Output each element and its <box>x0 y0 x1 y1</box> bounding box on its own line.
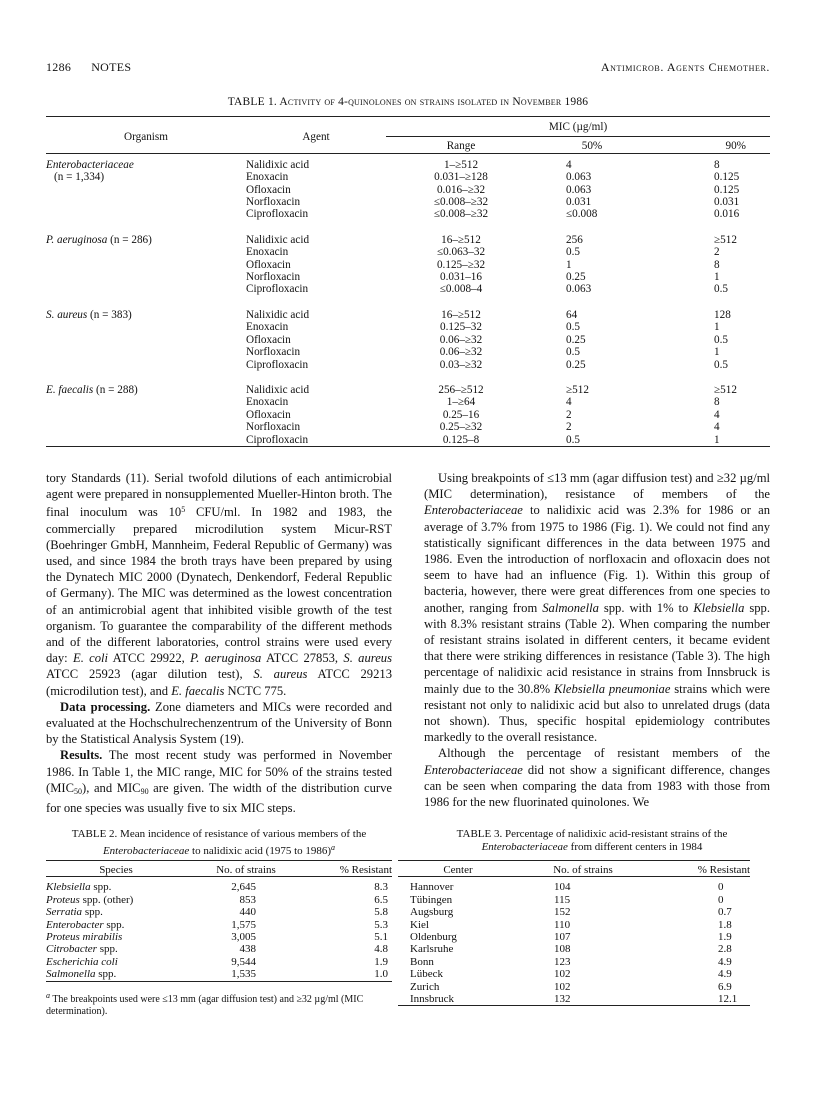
text-run: from different centers in 1984 <box>567 841 703 853</box>
organism-name: S. aureus <box>343 651 392 666</box>
organism-name: Proteus mirabilis <box>46 931 123 944</box>
range-cell: ≤0.008–4 <box>439 283 483 296</box>
resistant-cell: 4.9 <box>718 968 732 981</box>
organism-cell <box>46 196 246 208</box>
agent-cell: Ofloxacin <box>246 258 291 271</box>
agent-cell: Ciprofloxacin <box>246 208 309 221</box>
superscript: 5 <box>181 505 186 515</box>
organism-cell <box>46 396 246 408</box>
t3-header-strains: No. of strains <box>553 864 613 876</box>
text-run: Using breakpoints of ≤13 mm (agar diffusion test) and ≥32 µg/ml (MIC determination), resistance of members of the <box>424 471 770 502</box>
resistant-cell: 2.8 <box>718 943 732 956</box>
center-cell: Kiel <box>410 918 429 931</box>
table-row <box>46 943 392 955</box>
strains-cell: 152 <box>554 906 571 919</box>
mic50-cell: 1 <box>566 258 572 271</box>
table-row <box>398 943 750 955</box>
range-cell: 0.03–≥32 <box>439 358 483 371</box>
resistant-cell: 12.1 <box>718 993 738 1006</box>
paragraph <box>46 747 392 816</box>
organism-count: (n = 288) <box>96 383 138 396</box>
agent-cell: Nalidixic acid <box>246 233 310 246</box>
range-cell: 0.06–≥32 <box>439 333 483 346</box>
strains-cell: 1,535 <box>231 968 256 981</box>
mic90-cell: 128 <box>714 308 731 321</box>
species-cell <box>46 931 186 943</box>
t3-header-resistant: % Resistant <box>697 864 750 876</box>
mic90-cell: 0.016 <box>714 208 740 221</box>
agent-cell: Ciprofloxacin <box>246 358 309 371</box>
t2-header-strains: No. of strains <box>216 864 276 876</box>
table-row <box>46 968 392 981</box>
mic90-cell: 0.031 <box>714 196 740 209</box>
strains-cell: 9,544 <box>231 955 256 968</box>
table-row <box>398 894 750 906</box>
mic90-cell: ≥512 <box>714 383 737 396</box>
agent-cell: Enoxacin <box>246 246 289 259</box>
organism-cell <box>46 259 246 271</box>
mic90-cell: 1 <box>714 271 720 284</box>
range-cell: 0.031–≥128 <box>434 171 488 184</box>
strains-cell: 107 <box>554 931 571 944</box>
organism-name: Enterobacteriaceae <box>46 158 134 171</box>
table-row <box>46 259 770 271</box>
organism-name: Proteus <box>46 893 80 906</box>
center-cell: Innsbruck <box>410 993 454 1006</box>
organism-name: E. faecalis <box>46 383 94 396</box>
organism-cell <box>46 184 246 196</box>
table-row <box>46 421 770 433</box>
species-suffix: spp. <box>95 968 117 981</box>
table-bottom-rule <box>46 446 770 450</box>
table-row <box>46 234 770 246</box>
text-run: NCTC 775. <box>224 683 287 698</box>
t2-header-species: Species <box>99 864 133 876</box>
resistant-cell: 5.8 <box>374 906 388 919</box>
table-row <box>46 309 770 321</box>
organism-count: (n = 1,334) <box>54 171 105 184</box>
table-row <box>46 334 770 346</box>
text-run: to nalidixic acid (1975 to 1986) <box>189 845 332 857</box>
species-suffix: spp. <box>103 918 125 931</box>
footnote-marker: a <box>331 843 336 852</box>
mic50-cell: 4 <box>566 396 572 409</box>
table-row <box>46 906 392 918</box>
mic90-cell: 1 <box>714 321 720 334</box>
table2 <box>46 860 392 984</box>
center-cell: Karlsruhe <box>410 943 454 956</box>
agent-cell: Ofloxacin <box>246 408 291 421</box>
table-row <box>46 894 392 906</box>
table-row <box>398 956 750 968</box>
organism-cell <box>46 421 246 433</box>
text-run: did not show a significant difference, changes can be seen when comparing the data from 1983 with those from 1986 for the new fluorinated quinolones. We <box>424 762 770 810</box>
table-row <box>46 434 770 447</box>
strains-cell: 108 <box>554 943 571 956</box>
center-cell: Augsburg <box>410 906 454 919</box>
agent-cell: Nalidixic acid <box>246 158 310 171</box>
range-cell: 0.125–≥32 <box>436 258 486 271</box>
text-run: are given. The width of the distribution curve for one species was usually five to six MIC steps. <box>46 780 392 816</box>
mic50-cell: 2 <box>566 421 572 434</box>
text-run: strains which were resistant not only to nalidixic acid but also to unrelated drugs (data not shown). Thus, specific hospital epidemiology contributes markedly to the overall resistance. <box>424 681 770 745</box>
mic50-cell: 0.5 <box>566 433 580 446</box>
agent-cell: Ciprofloxacin <box>246 283 309 296</box>
organism-name: Enterobacteriaceae <box>424 503 523 518</box>
table-row <box>46 409 770 421</box>
mic50-cell: 2 <box>566 408 572 421</box>
resistant-cell: 4.9 <box>718 955 732 968</box>
range-cell: 0.125–8 <box>442 433 480 446</box>
species-cell <box>46 906 186 918</box>
organism-cell <box>46 309 246 321</box>
group-spacer <box>46 296 770 309</box>
organism-cell <box>46 359 246 371</box>
left-column <box>46 470 392 816</box>
organism-name: Enterobacteriaceae <box>102 845 190 857</box>
subscript: 90 <box>140 786 149 796</box>
organism-name: P. aeruginosa <box>190 651 262 666</box>
t2-header-resistant: % Resistant <box>339 864 392 876</box>
mic90-cell: 0.125 <box>714 183 740 196</box>
mic50-cell: 0.063 <box>566 183 592 196</box>
center-cell: Zurich <box>410 980 440 993</box>
agent-cell: Norfloxacin <box>246 196 301 209</box>
text-run: to nalidixic acid was 2.3% for 1986 or an average of 3.7% from 1975 to 1986 (Fig. 1). We could not find any statistically significant differences in the data between 1975 and 1986. Even the introduction of norfloxacin and ofloxacin does not seem to have had an influence (Fig. 1). Within this group of bacteria, however, there were great differences from one species to another, ranging from <box>424 503 770 615</box>
mic50-cell: 0.063 <box>566 171 592 184</box>
mic50-cell: 0.25 <box>566 333 586 346</box>
species-cell <box>46 968 186 981</box>
organism-cell <box>46 346 246 358</box>
table-row <box>46 159 770 171</box>
table1 <box>46 116 770 450</box>
paragraph <box>46 470 392 699</box>
paragraph <box>424 745 770 810</box>
footnote-marker: a <box>46 991 50 1000</box>
strains-cell: 123 <box>554 955 571 968</box>
group-spacer <box>46 221 770 234</box>
organism-name: E. faecalis <box>171 683 225 698</box>
table2-footnote <box>46 990 392 1018</box>
table-row <box>398 881 750 893</box>
center-cell: Lübeck <box>410 968 443 981</box>
text-run: Zone diameters and MICs were recorded and evaluated at the Hochschulrechenzentrum of the University of Bonn by the Statistical Analysis System (19). <box>46 699 393 747</box>
group-spacer <box>46 371 770 384</box>
mic50-cell: 4 <box>566 158 572 171</box>
mic90-cell: 8 <box>714 396 720 409</box>
t1-header-organism: Organism <box>124 130 168 143</box>
table-row <box>46 184 770 196</box>
resistant-cell: 6.5 <box>374 893 388 906</box>
paragraph <box>46 699 392 748</box>
center-cell: Hannover <box>410 881 454 894</box>
organism-name: Salmonella <box>46 968 96 981</box>
table-row <box>398 931 750 943</box>
organism-name: S. aureus <box>253 667 308 682</box>
organism-name: Escherichia coli <box>46 955 118 968</box>
text-run: TABLE 2. Mean incidence of resistance of various members of the <box>71 828 367 840</box>
species-suffix: spp. (other) <box>79 893 134 906</box>
text-run: TABLE 3. Percentage of nalidixic acid-resistant strains of the <box>456 828 728 840</box>
resistant-cell: 4.8 <box>374 943 388 956</box>
table-row <box>46 196 770 208</box>
table-row <box>46 956 392 968</box>
table3 <box>398 860 750 1008</box>
table-row <box>46 346 770 358</box>
strains-cell: 132 <box>554 993 571 1006</box>
table-row <box>46 359 770 371</box>
strains-cell: 2,645 <box>231 881 256 894</box>
mic90-cell: 4 <box>714 421 720 434</box>
agent-cell: Norfloxacin <box>246 421 301 434</box>
section-label: NOTES <box>91 60 132 74</box>
organism-cell <box>46 321 246 333</box>
organism-name: Serratia <box>46 906 83 919</box>
organism-name: Klebsiella <box>693 600 745 615</box>
species-suffix: spp. <box>82 906 103 919</box>
organism-cell <box>46 234 246 246</box>
species-cell <box>46 956 186 968</box>
agent-cell: Nalidixic acid <box>246 383 310 396</box>
organism-name: Salmonella <box>542 600 599 615</box>
strains-cell: 104 <box>554 881 571 894</box>
species-cell <box>46 894 186 906</box>
resistant-cell: 8.3 <box>374 881 388 894</box>
mic90-cell: 4 <box>714 408 720 421</box>
species-cell <box>46 881 186 893</box>
journal-title: Antimicrob. Agents Chemother. <box>600 60 770 74</box>
resistant-cell: 0 <box>718 893 724 906</box>
organism-cell <box>46 208 246 220</box>
mic90-cell: 8 <box>714 158 720 171</box>
organism-name: Enterobacteriaceae <box>424 762 523 777</box>
t1-header-range: Range <box>386 137 536 153</box>
range-cell: 0.25–≥32 <box>439 421 483 434</box>
organism-name: Klebsiella pneumoniae <box>553 681 671 696</box>
species-suffix: spp. <box>90 881 112 894</box>
resistant-cell: 0.7 <box>718 906 732 919</box>
t1-header-mic: MIC (µg/ml) <box>548 121 608 133</box>
agent-cell: Norfloxacin <box>246 271 301 284</box>
agent-cell: Nalixidic acid <box>246 308 310 321</box>
mic90-cell: 8 <box>714 258 720 271</box>
organism-name: Citrobacter <box>46 943 97 956</box>
resistant-cell: 6.9 <box>718 980 732 993</box>
resistant-cell: 1.9 <box>374 955 388 968</box>
mic50-cell: 256 <box>566 233 583 246</box>
range-cell: 1–≥64 <box>446 396 476 409</box>
resistant-cell: 1.0 <box>374 968 388 981</box>
table-row <box>46 171 770 183</box>
t1-header-90: 90% <box>648 137 770 153</box>
table-row <box>46 283 770 295</box>
text-run: CFU/ml. In 1982 and 1983, the commercially prepared microdilution system Micur-RST (Boehringer GmbH, Mannheim, Federal Republic of Germany) was used, and since 1984 the broth trays have been prepared by using the Dynatech MIC 2000 (Dynatech, Denkendorf, Federal Republic of Germany). The MIC was determined as the lowest concentration of an antimicrobial agent that inhibited visible growth of the test organism. To guarantee the comparability of the different methods and of the different laboratories, control strains were used every day: <box>46 505 392 666</box>
text-run: ATCC 27853, <box>261 651 344 666</box>
strains-cell: 440 <box>239 906 256 919</box>
text-run: ), and MIC <box>82 780 141 795</box>
table1-title: TABLE 1. Activity of 4-quinolones on strains isolated in November 1986 <box>227 96 589 108</box>
table-row <box>398 919 750 931</box>
table-row <box>46 384 770 396</box>
mic50-cell: 0.5 <box>566 246 580 259</box>
agent-cell: Norfloxacin <box>246 346 301 359</box>
table-row <box>398 968 750 980</box>
organism-cell <box>46 246 246 258</box>
mic90-cell: 1 <box>714 346 720 359</box>
page-number: 1286 <box>46 60 72 74</box>
t1-header-50: 50% <box>536 137 648 153</box>
table-row <box>398 993 750 1006</box>
range-cell: ≤0.008–≥32 <box>433 208 489 221</box>
strains-cell: 110 <box>554 918 571 931</box>
resistant-cell: 0 <box>718 881 724 894</box>
resistant-cell: 1.9 <box>718 931 732 944</box>
range-cell: 0.06–≥32 <box>439 346 483 359</box>
agent-cell: Ofloxacin <box>246 333 291 346</box>
center-cell: Oldenburg <box>410 931 457 944</box>
mic50-cell: 0.031 <box>566 196 592 209</box>
range-cell: 0.016–≥32 <box>436 183 486 196</box>
strains-cell: 438 <box>239 943 256 956</box>
table-row <box>46 246 770 258</box>
strains-cell: 102 <box>554 980 571 993</box>
agent-cell: Enoxacin <box>246 321 289 334</box>
agent-cell: Ofloxacin <box>246 183 291 196</box>
table-row <box>398 906 750 918</box>
mic50-cell: 0.5 <box>566 321 580 334</box>
resistant-cell: 1.8 <box>718 918 732 931</box>
table-row <box>46 881 392 893</box>
organism-count: (n = 286) <box>110 233 152 246</box>
mic90-cell: 1 <box>714 433 720 446</box>
range-cell: 0.125–32 <box>440 321 482 334</box>
text-run: Although the percentage of resistant members of the <box>438 746 770 761</box>
right-column <box>424 470 770 810</box>
organism-cell <box>46 159 246 171</box>
text-run: tory Standards (11). Serial twofold dilutions of each antimicrobial agent were prepared in nonsupplemented Mueller-Hinton broth. The final inoculum was 10 <box>46 471 392 520</box>
mic90-cell: 0.5 <box>714 358 728 371</box>
organism-cell <box>46 283 246 295</box>
organism-name: E. coli <box>73 651 109 666</box>
species-cell <box>46 919 186 931</box>
t3-header-center: Center <box>443 864 473 876</box>
text-run: ATCC 25923 (agar dilution test), <box>46 667 254 682</box>
center-cell: Tübingen <box>410 893 453 906</box>
organism-cell <box>46 334 246 346</box>
section-heading: Results. <box>60 748 103 763</box>
mic50-cell: 64 <box>566 308 578 321</box>
mic50-cell: 0.5 <box>566 346 580 359</box>
text-run: ATCC 29213 (microdilution test), and <box>46 667 392 698</box>
strains-cell: 115 <box>554 893 571 906</box>
table3-title <box>414 828 770 854</box>
range-cell: ≤0.063–32 <box>436 246 486 259</box>
range-cell: 0.25–16 <box>442 408 480 421</box>
mic90-cell: 0.5 <box>714 333 728 346</box>
table-row <box>46 208 770 220</box>
section-heading: Data processing. <box>60 699 151 714</box>
mic50-cell: ≤0.008 <box>566 208 598 221</box>
strains-cell: 1,575 <box>231 918 256 931</box>
mic50-cell: ≥512 <box>566 383 589 396</box>
organism-name: Enterobacteriaceae <box>481 841 568 853</box>
subscript: 50 <box>74 786 82 796</box>
organism-cell <box>46 409 246 421</box>
agent-cell: Enoxacin <box>246 171 289 184</box>
range-cell: 0.031–16 <box>440 271 482 284</box>
range-cell: 16–≥512 <box>441 233 481 246</box>
text-run: The breakpoints used were ≤13 mm (agar diffusion test) and ≥32 µg/ml (MIC determination). <box>46 994 364 1017</box>
mic90-cell: 2 <box>714 246 720 259</box>
organism-cell <box>46 271 246 283</box>
mic90-cell: 0.5 <box>714 283 728 296</box>
organism-cell <box>46 434 246 447</box>
mic50-cell: 0.25 <box>566 358 586 371</box>
running-header-left <box>46 60 131 75</box>
organism-cell <box>46 384 246 396</box>
mic50-cell: 0.063 <box>566 283 592 296</box>
organism-name: Enterobacter <box>46 918 104 931</box>
table-row <box>46 321 770 333</box>
t1-header-agent: Agent <box>302 130 330 143</box>
text-run: ATCC 29922, <box>108 651 191 666</box>
range-cell: 1–≥512 <box>443 158 479 171</box>
resistant-cell: 5.3 <box>374 918 388 931</box>
strains-cell: 853 <box>239 893 256 906</box>
species-cell <box>46 943 186 955</box>
organism-cell <box>46 171 246 183</box>
range-cell: ≤0.008–≥32 <box>433 196 489 209</box>
organism-name: P. aeruginosa <box>46 233 108 246</box>
strains-cell: 102 <box>554 968 571 981</box>
table-row <box>46 271 770 283</box>
resistant-cell: 5.1 <box>374 931 388 944</box>
mic90-cell: ≥512 <box>714 233 737 246</box>
text-run: The most recent study was performed in November 1986. In Table 1, the MIC range, MIC for 50% of the strains tested (MIC <box>46 748 392 795</box>
strains-cell: 3,005 <box>231 931 256 944</box>
center-cell: Bonn <box>410 955 434 968</box>
agent-cell: Ciprofloxacin <box>246 433 309 446</box>
agent-cell: Enoxacin <box>246 396 289 409</box>
table-row <box>46 931 392 943</box>
table-row <box>46 396 770 408</box>
organism-name: S. aureus <box>46 308 88 321</box>
mic90-cell: 0.125 <box>714 171 740 184</box>
table2-title <box>46 828 392 858</box>
text-run: spp. with 1% to <box>598 600 694 615</box>
range-cell: 16–≥512 <box>441 308 481 321</box>
mic50-cell: 0.25 <box>566 271 586 284</box>
species-suffix: spp. <box>96 943 118 956</box>
organism-count: (n = 383) <box>90 308 132 321</box>
organism-name: Klebsiella <box>46 881 91 894</box>
range-cell: 256–≥512 <box>438 383 484 396</box>
table-row <box>46 919 392 931</box>
text-run: spp. with 8.3% resistant strains (Table 2). When comparing the number of resistant strains isolated in different centers, it became evident that there were striking differences in resistance (Table 3). The high percentage of nalidixic acid resistance in strains from Innsbruck is mainly due to the 30.8% <box>424 600 770 696</box>
paragraph <box>424 470 770 745</box>
table-row <box>398 981 750 993</box>
